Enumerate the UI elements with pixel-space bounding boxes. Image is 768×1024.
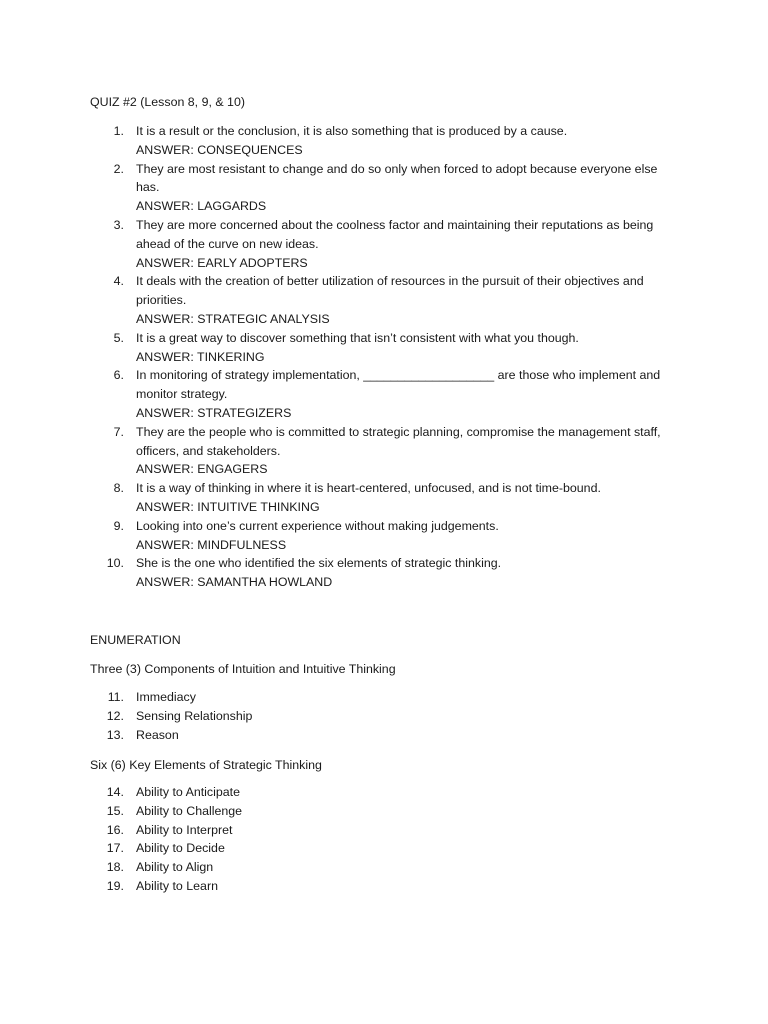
question-text-line: monitor strategy. (136, 387, 228, 402)
list-text: Ability to Interpret (136, 822, 233, 837)
question-item (90, 160, 690, 216)
list-item (90, 877, 690, 896)
question-item (90, 216, 690, 272)
question-text-line: has. (136, 180, 160, 195)
question-text-line: They are most resistant to change and do so only when forced to adopt because everyone else (136, 161, 658, 176)
list-number: 19. (106, 878, 124, 893)
list-text: Immediacy (136, 690, 196, 704)
question-text-line: She is the one who identified the six elements of strategic thinking. (136, 556, 502, 571)
list-item (90, 707, 690, 726)
list-number: 13. (106, 727, 124, 742)
question-number: 9. (113, 518, 124, 533)
list-text: Ability to Anticipate (136, 785, 241, 799)
list-text: Ability to Decide (136, 841, 225, 856)
answer-text: ANSWER: TINKERING (136, 349, 265, 364)
question-number: 2. (113, 161, 124, 176)
question-number: 4. (113, 274, 124, 289)
strategic-list (90, 783, 690, 896)
question-text-line: It is a way of thinking in where it is heart-centered, unfocused, and is not time-bound. (136, 481, 601, 496)
question-text-line: priorities. (136, 293, 187, 308)
question-item (90, 122, 690, 160)
answer-text: ANSWER: ENGAGERS (136, 462, 268, 477)
question-item (90, 423, 690, 479)
answer-text: ANSWER: CONSEQUENCES (136, 142, 303, 157)
list-text: Sensing Relationship (136, 708, 253, 723)
list-item (90, 858, 690, 877)
question-text-line: They are more concerned about the coolness factor and maintaining their reputations as being (136, 217, 654, 232)
question-number: 3. (113, 217, 124, 232)
enumeration-heading: ENUMERATION (90, 633, 181, 647)
question-text-line: officers, and stakeholders. (136, 443, 281, 458)
answer-text: ANSWER: INTUITIVE THINKING (136, 499, 320, 514)
list-number: 15. (106, 803, 124, 818)
list-number: 17. (106, 841, 124, 856)
list-text: Ability to Challenge (136, 803, 243, 818)
intuition-list (90, 688, 690, 744)
question-number: 8. (113, 481, 124, 496)
answer-text: ANSWER: LAGGARDS (136, 199, 267, 214)
question-item (90, 366, 690, 422)
question-item (90, 479, 690, 517)
question-item (90, 554, 690, 592)
list-item (90, 802, 690, 821)
question-item (90, 272, 690, 328)
intuition-heading: Three (3) Components of Intuition and Intuitive Thinking (90, 662, 396, 676)
strategic-heading: Six (6) Key Elements of Strategic Thinking (90, 758, 322, 772)
question-text-line: They are the people who is committed to strategic planning, compromise the management staff, (136, 424, 661, 439)
question-number: 5. (113, 330, 124, 345)
question-item (90, 329, 690, 367)
quiz-title: QUIZ #2 (Lesson 8, 9, & 10) (90, 95, 245, 109)
question-number: 1. (113, 124, 124, 138)
answer-text: ANSWER: STRATEGIZERS (136, 405, 292, 420)
list-item (90, 839, 690, 858)
answer-text: ANSWER: SAMANTHA HOWLAND (136, 575, 333, 590)
question-text-line: It is a great way to discover something that isn’t consistent with what you though. (136, 330, 579, 345)
question-text-line: Looking into one’s current experience without making judgements. (136, 518, 499, 533)
answer-text: ANSWER: MINDFULNESS (136, 537, 287, 552)
list-text: Ability to Align (136, 860, 214, 875)
list-item (90, 783, 690, 802)
question-number: 6. (113, 368, 124, 383)
list-item (90, 726, 690, 745)
question-text-line: In monitoring of strategy implementation, ___________________ are those who implement and (136, 368, 661, 383)
question-number: 10. (106, 556, 124, 571)
list-text: Ability to Learn (136, 878, 218, 893)
answer-text: ANSWER: EARLY ADOPTERS (136, 255, 308, 270)
answer-text: ANSWER: STRATEGIC ANALYSIS (136, 311, 330, 326)
list-number: 18. (106, 860, 124, 875)
list-number: 16. (106, 822, 124, 837)
list-item (90, 821, 690, 840)
list-number: 14. (106, 785, 124, 799)
question-list (90, 122, 690, 592)
question-text-line: It is a result or the conclusion, it is also something that is produced by a cause. (136, 124, 568, 138)
list-number: 11. (107, 690, 124, 704)
list-text: Reason (136, 727, 179, 742)
question-number: 7. (113, 424, 124, 439)
question-text-line: It deals with the creation of better utilization of resources in the pursuit of their objectives and (136, 274, 644, 289)
question-text-line: ahead of the curve on new ideas. (136, 236, 319, 251)
list-number: 12. (106, 708, 124, 723)
list-item (90, 688, 690, 707)
question-item (90, 517, 690, 555)
